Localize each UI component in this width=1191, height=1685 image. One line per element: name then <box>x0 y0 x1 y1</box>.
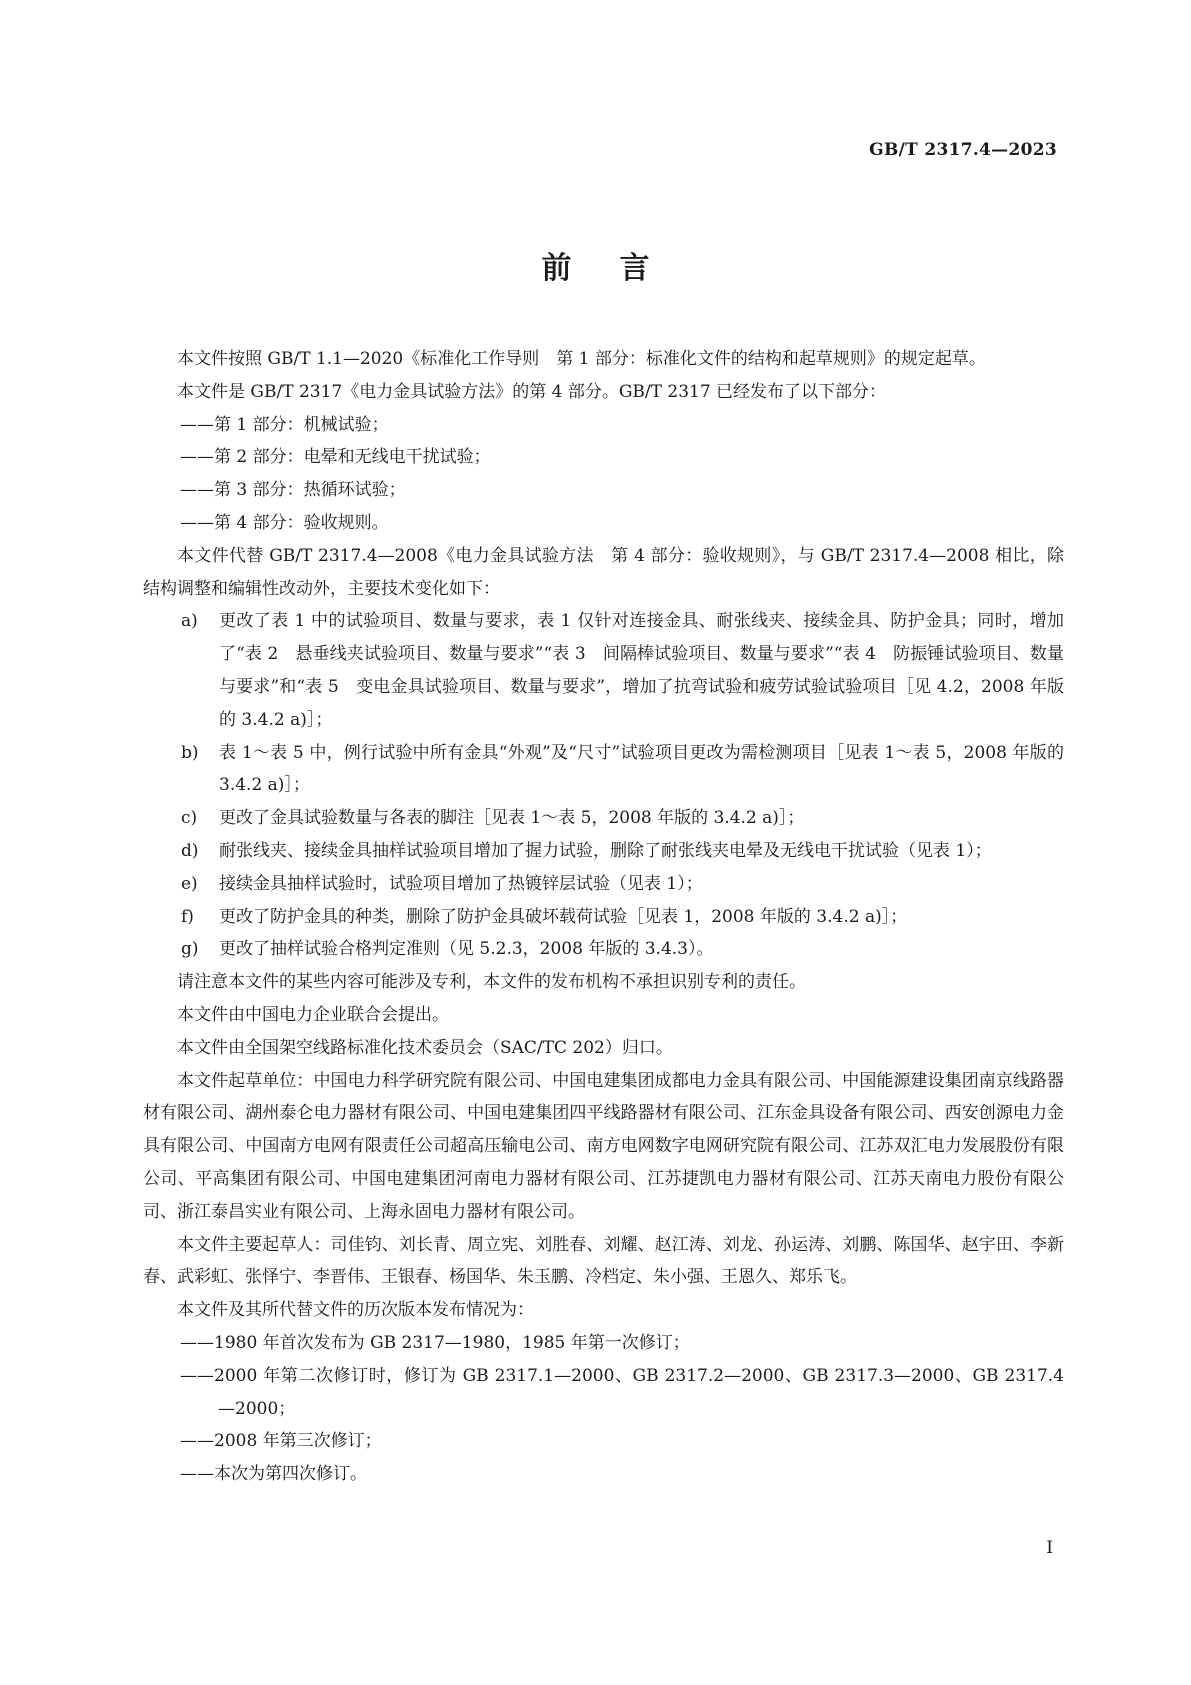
change-item-text: 更改了抽样试验合格判定准则（见 5.2.3，2008 年版的 3.4.3）。 <box>219 939 714 960</box>
paragraph-history-intro: 本文件及其所代替文件的历次版本发布情况为： <box>177 1300 534 1321</box>
paragraph-patent-notice: 请注意本文件的某些内容可能涉及专利，本文件的发布机构不承担识别专利的责任。 <box>177 972 806 993</box>
paragraph-drafting-organizations: 本文件起草单位：中国电力科学研究院有限公司、中国电建集团成都电力金具有限公司、中国能源建设集团南京线路器材有限公司、湖州泰仑电力器材有限公司、中国电建集团四平线路器材有限公司、江东金具设备有限公司、西安创源电力金具有限公司、中国南方电网有限责任公司超高压输电公司、南方电网数字电网研究院有限公司、江苏双汇电力发展股份有限公司、平高集团有限公司、中国电建集团河南电力器材有限公司、江苏捷凯电力器材有限公司、江苏天南电力股份有限公司、浙江泰昌实业有限公司、上海永固电力器材有限公司。 <box>143 1070 1064 1222</box>
list-item: ——第 4 部分：验收规则。 <box>180 512 389 533</box>
change-item-mark: e) <box>181 873 198 894</box>
list-item: ——1980 年首次发布为 GB 2317—1980，1985 年第一次修订； <box>180 1332 690 1353</box>
paragraph-series-parts: 本文件是 GB/T 2317《电力金具试验方法》的第 4 部分。GB/T 2317 已经发布了以下部分： <box>177 381 887 402</box>
change-item-text: 更改了表 1 中的试验项目、数量与要求，表 1 仅针对连接金具、耐张线夹、接续金具、防护金具；同时，增加了“表 2 悬垂线夹试验项目、数量与要求”“表 3 间隔棒试验项目、数量与要求”“表 4 防振锤试验项目、数量与要求”和“表 5 变电金具试验项目、数量与要求”，增加了抗弯试验和疲劳试验试验项目［见 4.2，2008 年版的 3.4.2 a)］； <box>219 611 1064 730</box>
change-item-text: 接续金具抽样试验时，试验项目增加了热镀锌层试验（见表 1）； <box>219 873 703 894</box>
document-body <box>143 343 1064 1491</box>
list-item: ——2000 年第二次修订时，修订为 GB 2317.1—2000、GB 2317.2—2000、GB 2317.3—2000、GB 2317.4—2000； <box>180 1365 1064 1419</box>
paragraph-drafting-rules: 本文件按照 GB/T 1.1—2020《标准化工作导则 第 1 部分：标准化文件的结构和起草规则》的规定起草。 <box>177 349 986 369</box>
change-item <box>143 868 1064 901</box>
change-item-text: 更改了金具试验数量与各表的脚注［见表 1～表 5，2008 年版的 3.4.2 a)］； <box>219 808 805 829</box>
page-number: I <box>1046 1538 1053 1558</box>
list-item: ——第 1 部分：机械试验； <box>180 414 389 435</box>
change-item-mark: f) <box>181 906 194 927</box>
change-item <box>143 605 1064 736</box>
change-item-text: 更改了防护金具的种类，删除了防护金具破坏载荷试验［见表 1，2008 年版的 3.4.2 a)］； <box>219 906 908 927</box>
change-item <box>143 737 1064 803</box>
list-item: ——第 3 部分：热循环试验； <box>180 480 406 501</box>
change-item-mark: g) <box>181 939 199 960</box>
paragraph-administered-by: 本文件由全国架空线路标准化技术委员会（SAC/TC 202）归口。 <box>177 1037 673 1058</box>
list-item: ——本次为第四次修订。 <box>180 1464 367 1485</box>
change-item <box>143 901 1064 934</box>
list-item: ——第 2 部分：电晕和无线电干扰试验； <box>180 447 491 468</box>
change-item <box>143 802 1064 835</box>
standard-code: GB/T 2317.4—2023 <box>869 140 1057 160</box>
change-item-mark: b) <box>181 742 199 763</box>
change-item-text: 表 1～表 5 中，例行试验中所有金具“外观”及“尺寸”试验项目更改为需检测项目［见表 1～表 5，2008 年版的 3.4.2 a)］； <box>219 742 1064 796</box>
change-item-text: 耐张线夹、接续金具抽样试验项目增加了握力试验，删除了耐张线夹电晕及无线电干扰试验（见表 1）； <box>219 840 992 861</box>
change-item-mark: d) <box>181 840 199 861</box>
paragraph-proposed-by: 本文件由中国电力企业联合会提出。 <box>177 1004 449 1025</box>
change-item <box>143 933 1064 966</box>
list-item: ——2008 年第三次修订； <box>180 1431 382 1452</box>
change-item-mark: c) <box>181 808 198 829</box>
change-item <box>143 835 1064 868</box>
page-title: 前言 <box>541 251 698 286</box>
change-item-mark: a) <box>181 611 198 632</box>
paragraph-drafters: 本文件主要起草人：司佳钧、刘长青、周立宪、刘胜春、刘耀、赵江涛、刘龙、孙运涛、刘鹏、陈国华、赵宇田、李新春、武彩虹、张怿宁、李晋伟、王银春、杨国华、朱玉鹏、冷档定、朱小强、王恩久、郑乐飞。 <box>143 1234 1064 1288</box>
paragraph-replaces: 本文件代替 GB/T 2317.4—2008《电力金具试验方法 第 4 部分：验收规则》，与 GB/T 2317.4—2008 相比，除结构调整和编辑性改动外，主要技术变化如下： <box>143 545 1064 599</box>
